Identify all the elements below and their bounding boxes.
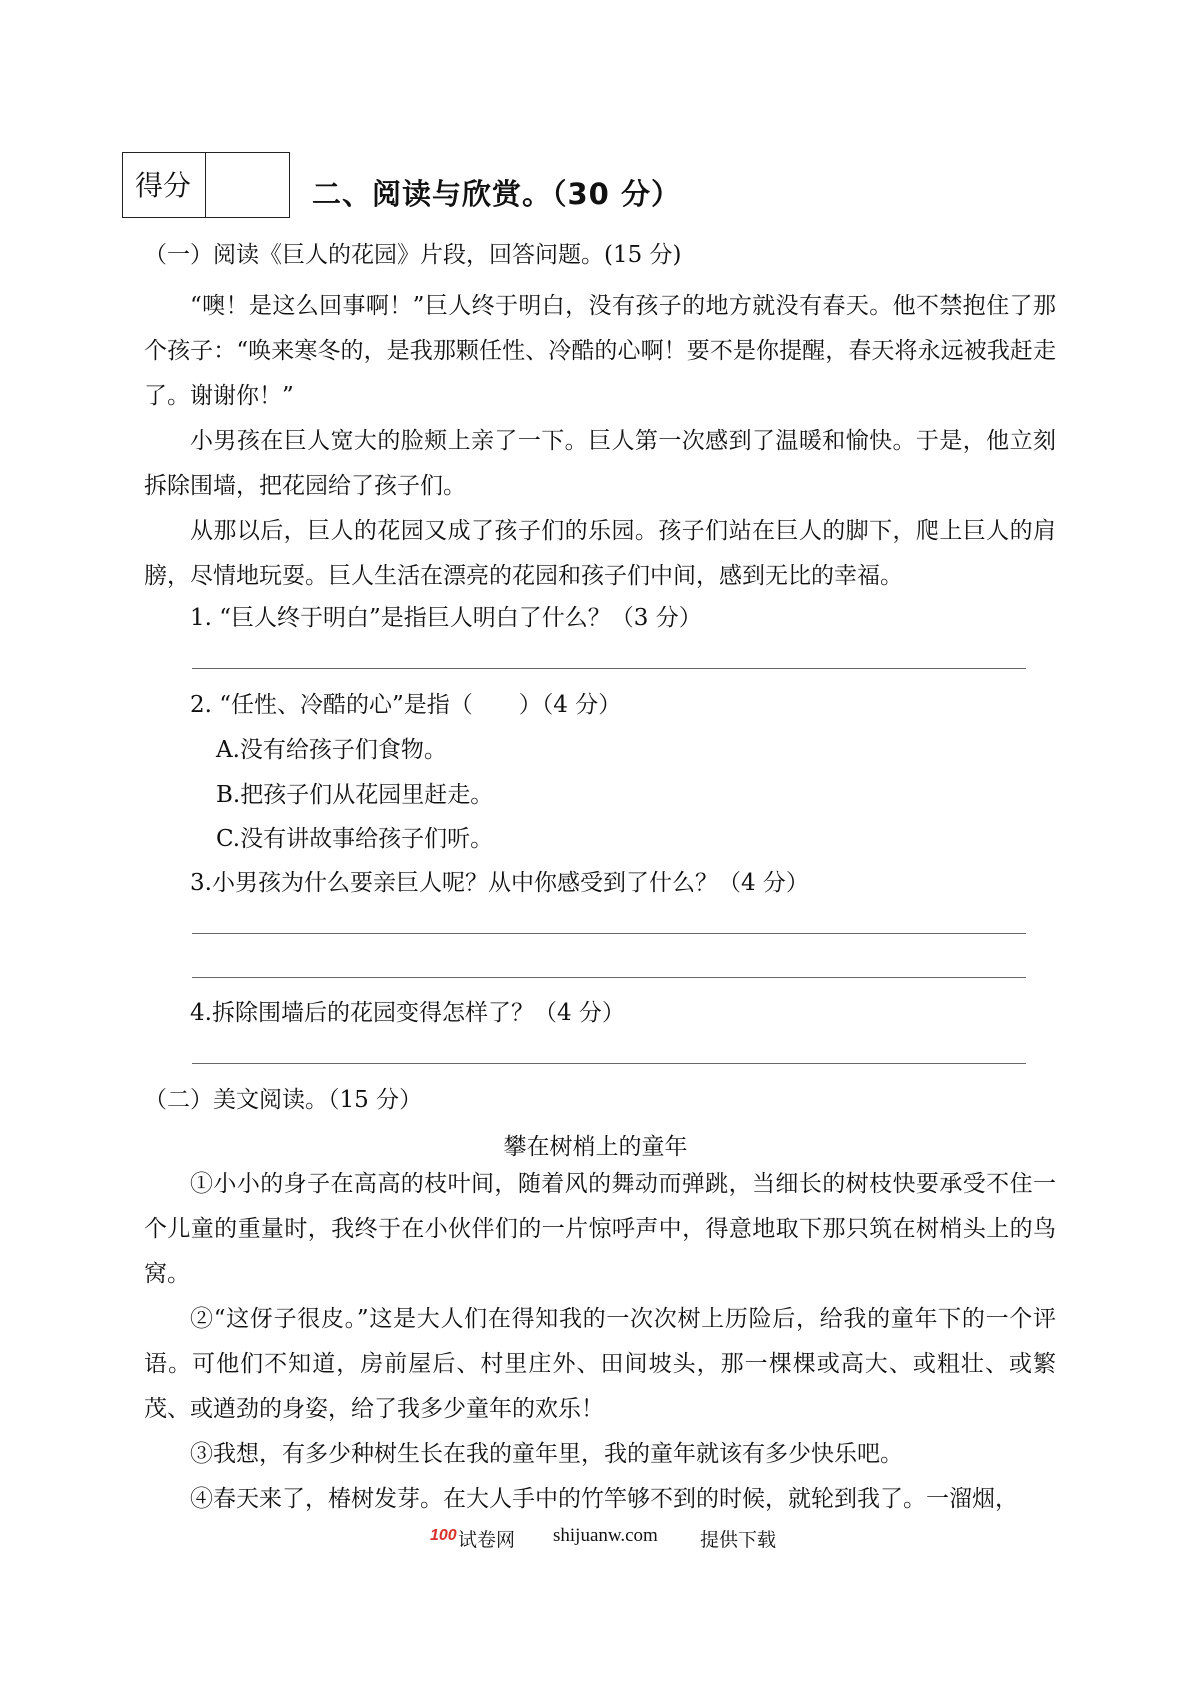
- option-c[interactable]: C.没有讲故事给孩子们听。: [216, 826, 494, 852]
- question-1: 1. “巨人终于明白”是指巨人明白了什么？（3 分）: [190, 605, 702, 631]
- score-label: 得分: [123, 153, 206, 217]
- footer-note: 提供下载: [700, 1530, 777, 1551]
- part1-paragraph-3: 从那以后，巨人的花园又成了孩子们的乐园。孩子们站在巨人的脚下，爬上巨人的肩膀，尽情地玩耍。巨人生活在漂亮的花园和孩子们中间，感到无比的幸福。: [144, 518, 1056, 589]
- article-title: 攀在树梢上的童年: [503, 1134, 688, 1160]
- answer-line-1[interactable]: [192, 668, 1026, 669]
- footer-logo-number: 100: [430, 1527, 457, 1544]
- footer-logo-text: 试卷网: [458, 1530, 516, 1551]
- option-a[interactable]: A.没有给孩子们食物。: [216, 737, 447, 763]
- question-4: 4.拆除围墙后的花园变得怎样了？（4 分）: [190, 1000, 625, 1026]
- score-blank[interactable]: [206, 153, 289, 217]
- part1-heading: （一）阅读《巨人的花园》片段，回答问题。(15 分): [144, 242, 682, 268]
- answer-line-3a[interactable]: [192, 933, 1026, 934]
- article-paragraph-3: ③我想，有多少种树生长在我的童年里，我的童年就该有多少快乐吧。: [190, 1441, 903, 1467]
- question-3: 3.小男孩为什么要亲巨人呢？从中你感受到了什么？（4 分）: [190, 870, 809, 896]
- part2-heading: （二）美文阅读。（15 分）: [144, 1087, 423, 1113]
- article-paragraph-4: ④春天来了，椿树发芽。在大人手中的竹竿够不到的时候，就轮到我了。一溜烟，: [190, 1486, 1018, 1512]
- section-title: 二、阅读与欣赏。（30 分）: [312, 177, 681, 211]
- option-b[interactable]: B.把孩子们从花园里赶走。: [216, 782, 494, 808]
- part1-paragraph-1: “噢！是这么回事啊！”巨人终于明白，没有孩子的地方就没有春天。他不禁抱住了那个孩子：“唤来寒冬的，是我那颗任性、冷酷的心啊！要不是你提醒，春天将永远被我赶走了。谢谢你！”: [144, 293, 1056, 409]
- question-2: 2. “任性、冷酷的心”是指（ ）（4 分）: [190, 692, 622, 718]
- answer-line-4[interactable]: [192, 1063, 1026, 1064]
- article-paragraph-2: ②“这伢子很皮。”这是大人们在得知我的一次次树上历险后，给我的童年下的一个评语。可他们不知道，房前屋后、村里庄外、田间坡头，那一棵棵或高大、或粗壮、或繁茂、或遒劲的身姿，给了我多少童年的欢乐！: [144, 1306, 1056, 1422]
- answer-line-3b[interactable]: [192, 977, 1026, 978]
- score-box: [122, 152, 290, 218]
- article-paragraph-1: ①小小的身子在高高的枝叶间，随着风的舞动而弹跳，当细长的树枝快要承受不住一个儿童的重量时，我终于在小伙伴们的一片惊呼声中，得意地取下那只筑在树梢头上的鸟窝。: [144, 1171, 1056, 1287]
- footer-site[interactable]: shijuanw.com: [553, 1525, 658, 1546]
- part1-paragraph-2: 小男孩在巨人宽大的脸颊上亲了一下。巨人第一次感到了温暖和愉快。于是，他立刻拆除围墙，把花园给了孩子们。: [144, 428, 1056, 499]
